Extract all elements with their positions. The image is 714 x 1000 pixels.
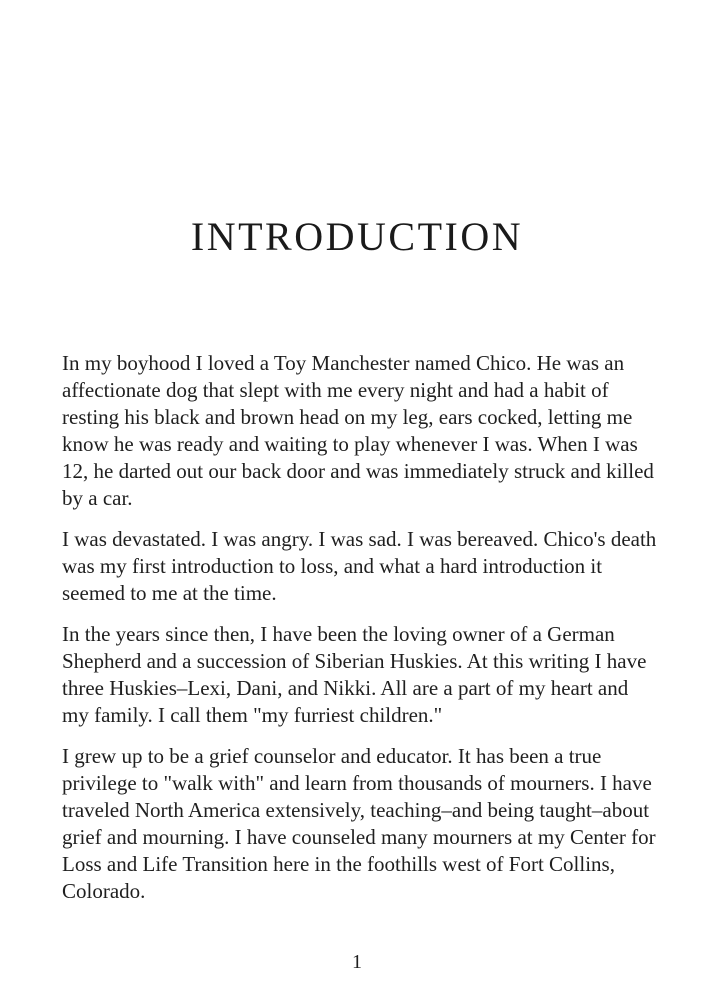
paragraph-1: In my boyhood I loved a Toy Manchester named Chico. He was an affectionate dog that slept with me every night and had a habit of resting his black and brown head on my leg, ears cocked, letting me know he was ready and waiting to play whenever I was. When I was 12, he darted out our back door and was immediately struck and killed by a car. [62,351,654,510]
chapter-title: INTRODUCTION [190,214,524,259]
page-number: 1 [352,951,362,973]
paragraph-2: I was devastated. I was angry. I was sad. I was bereaved. Chico's death was my first introduction to loss, and what a hard introduction it seemed to me at the time. [62,527,657,605]
paragraph-4: I grew up to be a grief counselor and educator. It has been a true privilege to "walk with" and learn from thousands of mourners. I have traveled North America extensively, teaching–and being taught–about grief and mourning. I have counseled many mourners at my Center for Loss and Life Transition here in the foothills west of Fort Collins, Colorado. [62,744,656,903]
paragraph-3: In the years since then, I have been the loving owner of a German Shepherd and a succession of Siberian Huskies. At this writing I have three Huskies–Lexi, Dani, and Nikki. All are a part of my heart and my family. I call them "my furriest children." [62,622,647,727]
page-body [62,350,658,919]
